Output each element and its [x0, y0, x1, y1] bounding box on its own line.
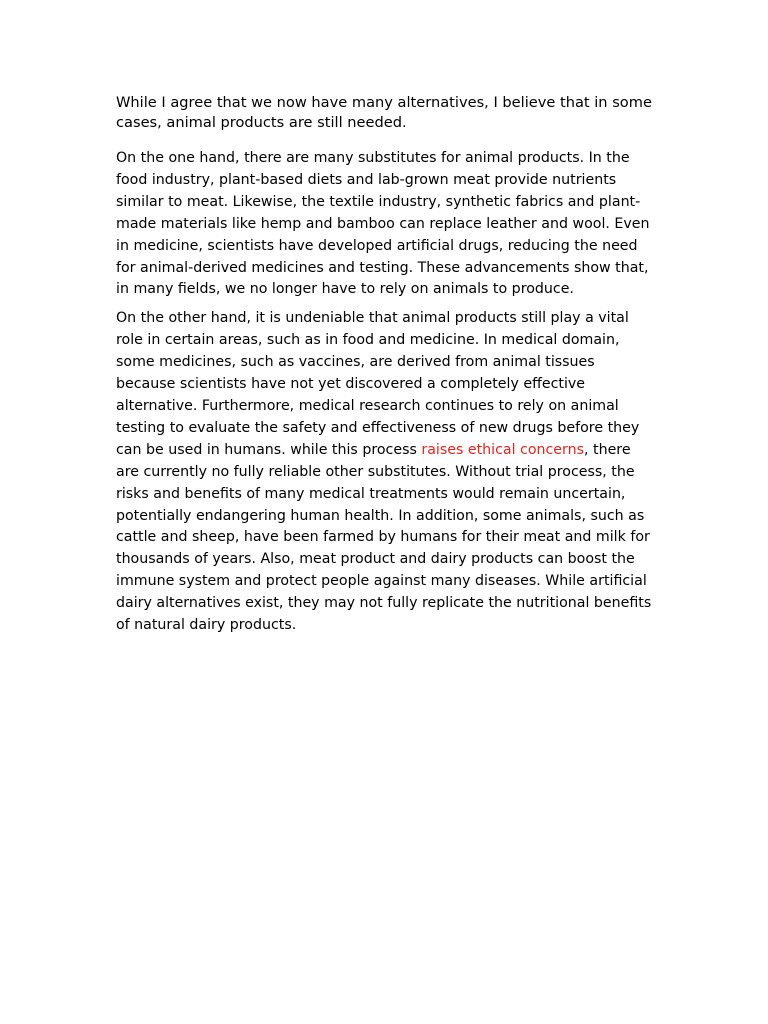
highlighted-phrase: raises ethical concerns	[421, 441, 584, 458]
paragraph-text-start: On the other hand, it is undeniable that animal products still play a vital role in certain areas, such as in food and medicine. In medical domain, some medicines, such as vaccines, are derived from animal tissues because scientists have not yet discovered a completely effective alternative. Furthermore, medical research continues to rely on animal testing to evaluate the safety and effectiveness of new drugs before they can be used in humans. while this process	[116, 310, 640, 458]
paragraph-substitutes: On the one hand, there are many substitutes for animal products. In the food industry, plant-based diets and lab-grown meat provide nutrients similar to meat. Likewise, the textile industry, synthetic fabrics and plant-made materials like hemp and bamboo can replace leather and wool. Even in medicine, scientists have developed artificial drugs, reducing the need for animal-derived medicines and testing. These advancements show that, in many fields, we no longer have to rely on animals to produce.	[116, 150, 650, 298]
document-page	[116, 93, 656, 644]
paragraph-still-needed	[116, 308, 656, 637]
paragraph-text-end: , there are currently no fully reliable other substitutes. Without trial process, the risks and benefits of many medical treatments would remain uncertain, potentially endangering human health. In addition, some animals, such as cattle and sheep, have been farmed by humans for their meat and milk for thousands of years. Also, meat product and dairy products can boost the immune system and protect people against many diseases. While artificial dairy alternatives exist, they may not fully replicate the nutritional benefits of natural dairy products.	[116, 441, 652, 634]
lead-sentence: While I agree that we now have many alternatives, I believe that in some cases, animal products are still needed.	[116, 94, 652, 131]
